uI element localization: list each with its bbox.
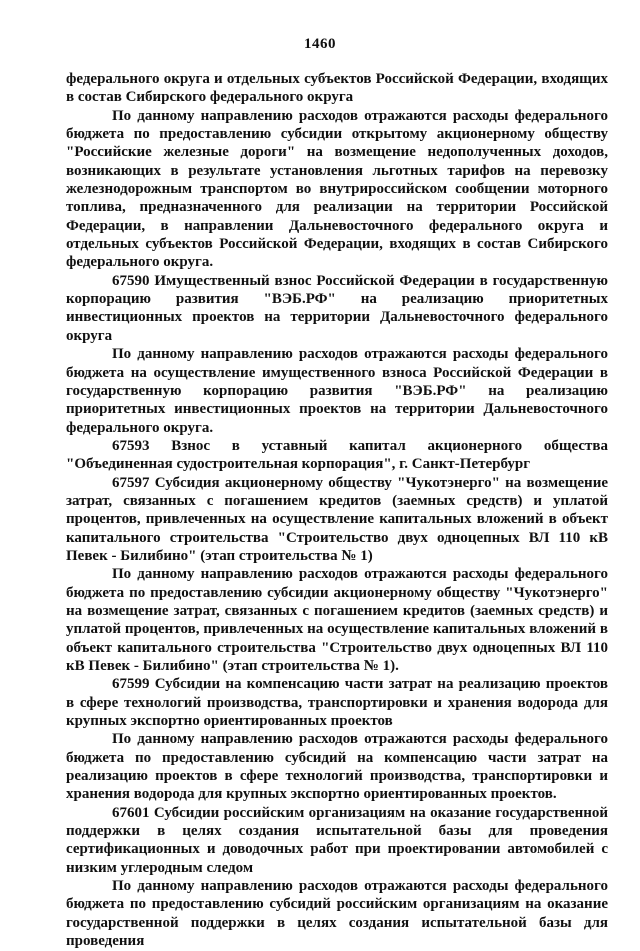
document-body — [66, 70, 608, 951]
paragraph: По данному направлению расходов отражаются расходы федерального бюджета по предоставлению субсидии открытому акционерному обществу "Российские железные дороги" на возмещение недополученных доходов, возникающих в результате установления льготных тарифов на перевозку железнодорожным транспортом во внутрироссийском сообщении моторного топлива, предназначенного для реализации на территории Российской Федерации, в направлении Дальневосточного федерального округа и отдельных субъектов Российской Федерации, входящих в состав Сибирского федерального округа. — [66, 107, 608, 271]
paragraph: 67593 Взнос в уставный капитал акционерного общества "Объединенная судостроительная корпорация", г. Санкт-Петербург — [66, 437, 608, 473]
paragraph: федерального округа и отдельных субъектов Российской Федерации, входящих в состав Сибирского федерального округа — [66, 71, 608, 106]
paragraph: 67599 Субсидии на компенсацию части затрат на реализацию проектов в сфере технологий производства, транспортировки и хранения водорода для крупных экспортно ориентированных проектов — [66, 676, 608, 730]
paragraph: По данному направлению расходов отражаются расходы федерального бюджета по предоставлению субсидий на компенсацию части затрат на реализацию проектов в сфере технологий производства, транспортировки и хранения водорода для крупных экспортно ориентированных проектов. — [66, 731, 608, 803]
paragraph: По данному направлению расходов отражаются расходы федерального бюджета на осуществление имущественного взноса Российской Федерации в государственную корпорацию развития "ВЭБ.РФ" на реализацию приоритетных инвестиционных проектов на территории Дальневосточного федерального округа. — [66, 346, 608, 436]
page-number: 1460 — [304, 36, 336, 52]
paragraph: 67590 Имущественный взнос Российской Федерации в государственную корпорацию развития "ВЭБ.РФ" на реализацию приоритетных инвестиционных проектов на территории Дальневосточного федерального округа — [66, 272, 608, 344]
paragraph: 67601 Субсидии российским организациям на оказание государственной поддержки в целях создания испытательной базы для проведения сертификационных и доводочных работ при проектировании автомобилей с низким углеродным следом — [66, 804, 608, 876]
paragraph: По данному направлению расходов отражаются расходы федерального бюджета по предоставлению субсидий российским организациям на оказание государственной поддержки в целях создания испытательной базы для проведения — [66, 878, 608, 950]
paragraph: 67597 Субсидия акционерному обществу "Чукотэнерго" на возмещение затрат, связанных с погашением кредитов (заемных средств) и уплатой процентов, привлеченных на осуществление капитальных вложений в объект капитального строительства "Строительство двух одноцепных ВЛ 110 кВ Певек - Билибино" (этап строительства № 1) — [66, 474, 608, 564]
paragraph: По данному направлению расходов отражаются расходы федерального бюджета по предоставлению субсидии акционерному обществу "Чукотэнерго" на возмещение затрат, связанных с погашением кредитов (заемных средств) и уплатой процентов, привлеченных на осуществление капитальных вложений в объект капитального строительства "Строительство двух одноцепных ВЛ 110 кВ Певек - Билибино" (этап строительства № 1). — [66, 566, 608, 674]
